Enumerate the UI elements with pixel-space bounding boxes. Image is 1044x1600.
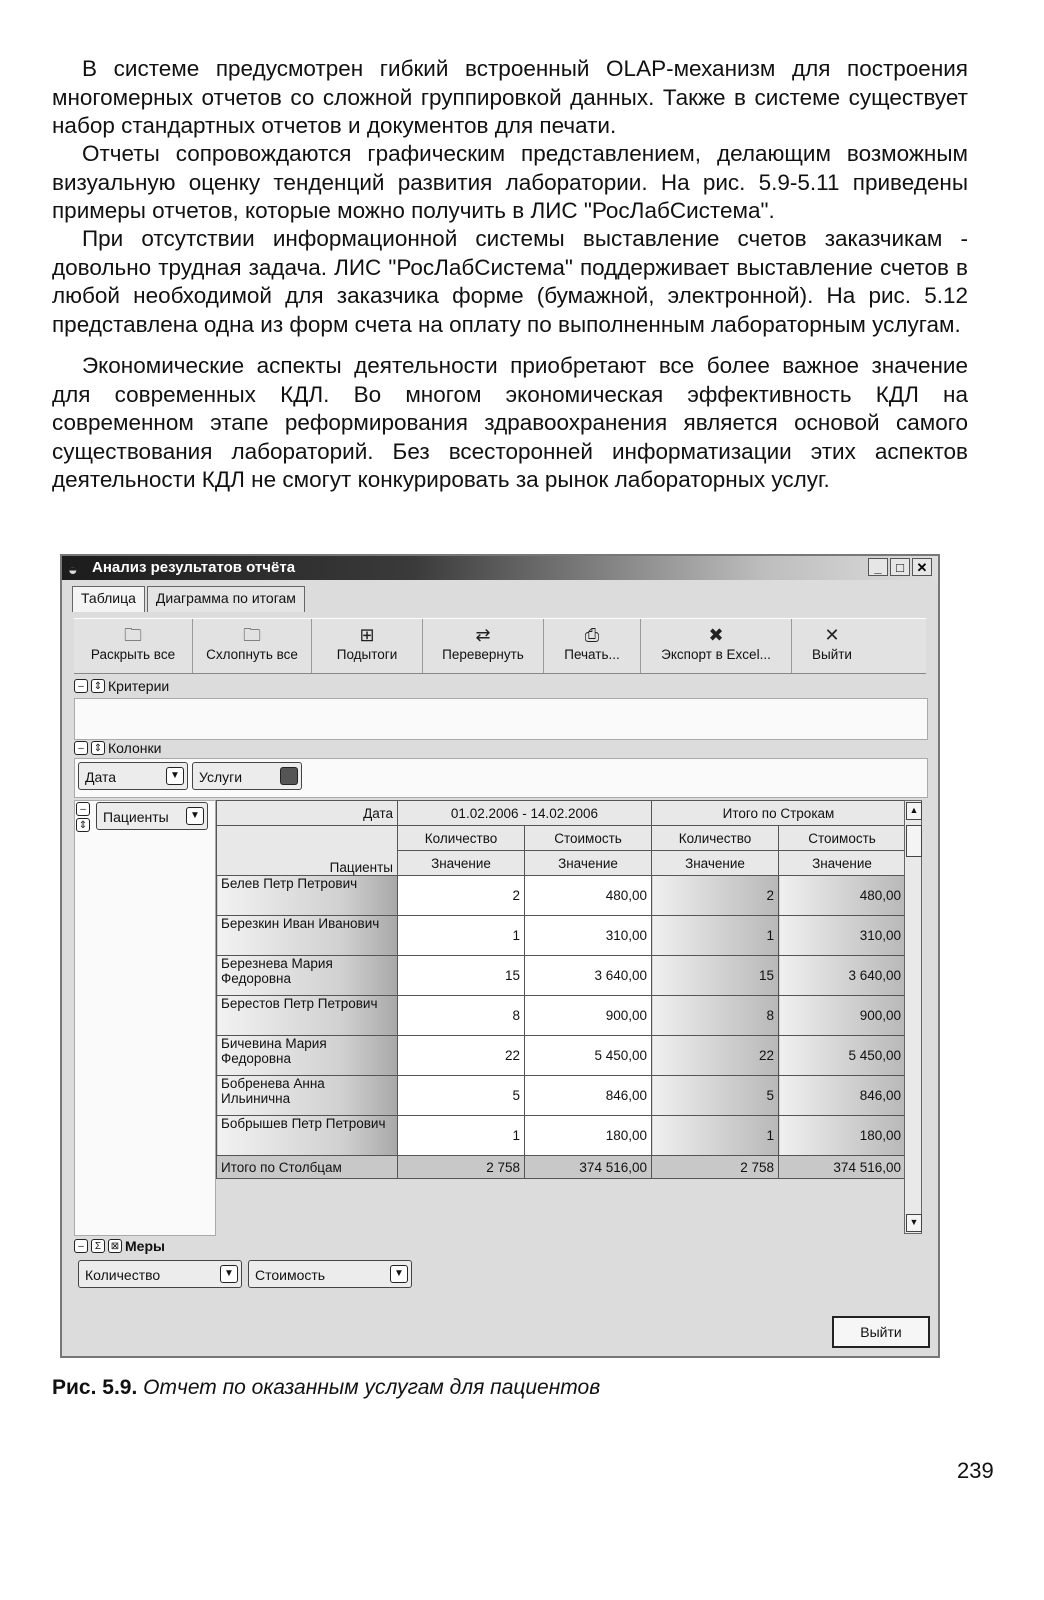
table-row[interactable] bbox=[217, 956, 906, 996]
caption-label: Рис. 5.9. bbox=[52, 1376, 138, 1399]
qty-header bbox=[398, 826, 525, 851]
figure-caption bbox=[52, 1376, 600, 1400]
period-label: 01.02.2006 - 14.02.2006 bbox=[450, 805, 599, 821]
sum-icon[interactable]: Σ bbox=[91, 1239, 105, 1253]
scroll-thumb[interactable] bbox=[906, 825, 922, 857]
collapse-icon[interactable]: – bbox=[76, 802, 90, 816]
maximize-button[interactable]: □ bbox=[890, 558, 910, 576]
cost-cell: 480,00 bbox=[525, 876, 652, 916]
sort-icon[interactable]: ⇕ bbox=[76, 818, 90, 832]
total-qty-cell: 1 bbox=[652, 1116, 779, 1156]
table-row[interactable] bbox=[217, 876, 906, 916]
row-field-patients-label: Пациенты bbox=[103, 809, 169, 825]
table-row[interactable] bbox=[217, 1036, 906, 1076]
app-icon: ◒ bbox=[68, 562, 78, 579]
filter-icon[interactable]: ⊠ bbox=[108, 1239, 122, 1253]
value-header bbox=[398, 851, 525, 876]
value-header bbox=[652, 851, 779, 876]
collapse-icon[interactable]: – bbox=[74, 679, 88, 693]
chevron-down-icon[interactable]: ▼ bbox=[390, 1265, 408, 1283]
qty-cell: 22 bbox=[398, 1036, 525, 1076]
exit-toolbar-label: Выйти bbox=[812, 647, 852, 662]
column-field-services[interactable] bbox=[192, 762, 302, 790]
rows-panel-controls bbox=[76, 802, 90, 832]
cost-cell: 846,00 bbox=[525, 1076, 652, 1116]
rows-panel bbox=[74, 800, 216, 1236]
qty-cell: 1 bbox=[398, 916, 525, 956]
total-cost-cell: 5 450,00 bbox=[779, 1036, 906, 1076]
value-header bbox=[779, 851, 906, 876]
vertical-scrollbar[interactable] bbox=[904, 800, 922, 1234]
minimize-button[interactable]: _ bbox=[868, 558, 888, 576]
exit-toolbar-button[interactable] bbox=[792, 619, 872, 673]
table-row[interactable] bbox=[217, 996, 906, 1036]
export-excel-label: Экспорт в Excel... bbox=[661, 647, 771, 662]
total-cost-cell: 310,00 bbox=[779, 916, 906, 956]
measure-field-cost[interactable] bbox=[248, 1260, 412, 1288]
criteria-panel bbox=[74, 698, 928, 740]
measure-field-quantity[interactable] bbox=[78, 1260, 242, 1288]
measures-label: Меры bbox=[125, 1238, 165, 1254]
date-header-label: Дата bbox=[363, 805, 393, 821]
report-window bbox=[60, 554, 940, 1358]
patients-header-label: Пациенты bbox=[329, 860, 393, 875]
total-cost-header bbox=[779, 826, 906, 851]
total-cost-cell: 900,00 bbox=[779, 996, 906, 1036]
window-title: Анализ результатов отчёта bbox=[92, 559, 296, 576]
collapse-all-button[interactable] bbox=[193, 619, 312, 673]
total-qty-cell: 22 bbox=[652, 1036, 779, 1076]
total-qty-header-label: Количество bbox=[678, 830, 752, 846]
total-cost-cell: 180,00 bbox=[779, 1116, 906, 1156]
export-excel-button[interactable] bbox=[641, 619, 792, 673]
total-cost-header-label: Стоимость bbox=[808, 830, 876, 846]
measure-field-cost-label: Стоимость bbox=[255, 1267, 326, 1283]
totals-label: Итого по Столбцам bbox=[217, 1156, 398, 1179]
qty-header-label: Количество bbox=[424, 830, 498, 846]
patient-name: Березнева Мария Федоровна bbox=[217, 956, 398, 996]
expand-all-label: Раскрыть все bbox=[90, 647, 176, 662]
cost-cell: 900,00 bbox=[525, 996, 652, 1036]
tab-strip bbox=[72, 586, 307, 612]
columns-label: Колонки bbox=[108, 740, 162, 756]
subtotals-button[interactable] bbox=[312, 619, 423, 673]
folder-open-icon: 🗀 bbox=[124, 625, 142, 645]
column-field-services-label: Услуги bbox=[199, 769, 243, 785]
grand-total-qty-cell: 2 758 bbox=[652, 1156, 779, 1179]
row-field-patients[interactable] bbox=[96, 802, 208, 830]
sort-icon[interactable]: ⇕ bbox=[91, 741, 105, 755]
collapse-all-label: Схлопнуть все bbox=[206, 647, 298, 662]
table-row[interactable] bbox=[217, 1116, 906, 1156]
print-label: Печать... bbox=[564, 647, 620, 662]
total-cost-cell: 480,00 bbox=[779, 876, 906, 916]
patient-name: Бобренева Анна Ильинична bbox=[217, 1076, 398, 1116]
excel-icon: ✖ bbox=[708, 625, 724, 645]
patient-name: Бичевина Мария Федоровна bbox=[217, 1036, 398, 1076]
patient-name: Бобрышев Петр Петрович bbox=[217, 1116, 398, 1156]
tab-chart[interactable]: Диаграмма по итогам bbox=[147, 586, 305, 612]
window-titlebar bbox=[62, 556, 938, 580]
cost-header-label: Стоимость bbox=[554, 830, 622, 846]
grand-total-cost-cell: 374 516,00 bbox=[779, 1156, 906, 1179]
chevron-down-icon[interactable]: ▼ bbox=[186, 807, 204, 825]
pivot-label: Перевернуть bbox=[442, 647, 524, 662]
close-icon: ✕ bbox=[824, 625, 840, 645]
patients-header bbox=[217, 826, 398, 876]
window-controls bbox=[868, 558, 932, 576]
total-cost-cell: 846,00 bbox=[779, 1076, 906, 1116]
toolbar bbox=[74, 618, 926, 674]
caption-text: Отчет по оказанным услугам для пациентов bbox=[143, 1376, 601, 1399]
cost-cell: 5 450,00 bbox=[525, 1036, 652, 1076]
collapse-icon[interactable]: – bbox=[74, 1239, 88, 1253]
total-rows-header bbox=[652, 801, 906, 826]
value-header-label: Значение bbox=[431, 855, 491, 871]
value-header bbox=[525, 851, 652, 876]
cost-cell: 3 640,00 bbox=[525, 956, 652, 996]
table-row[interactable] bbox=[217, 916, 906, 956]
columns-header bbox=[74, 740, 161, 756]
totals-row bbox=[217, 1156, 906, 1179]
page-number: 239 bbox=[957, 1458, 994, 1483]
patient-name: Березкин Иван Иванович bbox=[217, 916, 398, 956]
qty-cell: 2 bbox=[398, 876, 525, 916]
date-header bbox=[217, 801, 398, 826]
subtotals-grid-icon: ⊞ bbox=[359, 625, 375, 645]
table-row[interactable] bbox=[217, 1076, 906, 1116]
qty-cell: 1 bbox=[398, 1116, 525, 1156]
total-cost-cell: 374 516,00 bbox=[525, 1156, 652, 1179]
paragraph-invoices: При отсутствии информационной системы выставление счетов заказчикам - довольно трудная задача. ЛИС "РосЛабСистема" поддерживает выставление счетов в любой необходимой для заказчика форме (бумажной, электронной). На рис. 5.12 представлена одна из форм счета на оплату по выполненным лабораторным услугам. bbox=[52, 226, 968, 337]
chevron-down-icon[interactable]: ▼ bbox=[220, 1265, 238, 1283]
total-qty-cell: 5 bbox=[652, 1076, 779, 1116]
patient-name: Берестов Петр Петрович bbox=[217, 996, 398, 1036]
sort-icon[interactable]: ⇕ bbox=[91, 679, 105, 693]
pivot-table bbox=[216, 800, 906, 1179]
chevron-down-icon[interactable]: ▼ bbox=[166, 767, 184, 785]
exit-button[interactable]: Выйти bbox=[832, 1316, 930, 1348]
scroll-down-icon[interactable]: ▼ bbox=[906, 1214, 922, 1232]
criteria-label: Критерии bbox=[108, 678, 170, 694]
printer-icon: ⎙ bbox=[584, 625, 600, 645]
pivot-icon: ⇄ bbox=[475, 625, 491, 645]
filter-active-icon[interactable] bbox=[280, 767, 298, 785]
scroll-up-icon[interactable]: ▲ bbox=[906, 802, 922, 820]
total-rows-label: Итого по Строкам bbox=[722, 805, 835, 821]
qty-cell: 8 bbox=[398, 996, 525, 1036]
measures-header bbox=[74, 1238, 165, 1254]
pivot-button[interactable] bbox=[423, 619, 544, 673]
paragraph-olap: В системе предусмотрен гибкий встроенный OLAP-механизм для построения многомерных отчетов со сложной группировкой данных. Также в системе существует набор стандартных отчетов и документов для печати. bbox=[52, 56, 968, 138]
folder-closed-icon: 🗀 bbox=[243, 625, 261, 645]
patient-name: Белев Петр Петрович bbox=[217, 876, 398, 916]
print-button[interactable] bbox=[544, 619, 641, 673]
measure-field-quantity-label: Количество bbox=[85, 1267, 161, 1283]
total-cost-cell: 3 640,00 bbox=[779, 956, 906, 996]
paragraph-reports: Отчеты сопровождаются графическим представлением, делающим возможным визуальную оценку тенденций развития лаборатории. На рис. 5.9-5.11 приведены примеры отчетов, которые можно получить в ЛИС "РосЛабСистема". bbox=[52, 141, 968, 223]
collapse-icon[interactable]: – bbox=[74, 741, 88, 755]
value-header-label: Значение bbox=[558, 855, 618, 871]
total-qty-cell: 2 bbox=[652, 876, 779, 916]
total-qty-cell: 1 bbox=[652, 916, 779, 956]
period-header[interactable] bbox=[398, 801, 652, 826]
qty-cell: 5 bbox=[398, 1076, 525, 1116]
criteria-header bbox=[74, 678, 169, 694]
expand-all-button[interactable] bbox=[74, 619, 193, 673]
value-header-label: Значение bbox=[685, 855, 745, 871]
total-qty-cell: 15 bbox=[652, 956, 779, 996]
tab-table[interactable]: Таблица bbox=[72, 586, 145, 612]
column-field-date-label: Дата bbox=[85, 769, 117, 785]
total-qty-cell: 2 758 bbox=[398, 1156, 525, 1179]
cost-cell: 180,00 bbox=[525, 1116, 652, 1156]
value-header-label: Значение bbox=[812, 855, 872, 871]
close-window-button[interactable]: ✕ bbox=[912, 558, 932, 576]
cost-header bbox=[525, 826, 652, 851]
total-qty-cell: 8 bbox=[652, 996, 779, 1036]
column-field-date[interactable] bbox=[78, 762, 188, 790]
total-qty-header bbox=[652, 826, 779, 851]
cost-cell: 310,00 bbox=[525, 916, 652, 956]
qty-cell: 15 bbox=[398, 956, 525, 996]
subtotals-label: Подытоги bbox=[336, 647, 398, 662]
paragraph-economics: Экономические аспекты деятельности приобретают все более важное значение для современных КДЛ. Во многом экономическая эффективность КДЛ на современном этапе реформирования здравоохранения является основой самого существования лабораторий. Без всесторонней информатизации этих аспектов деятельности КДЛ не смогут конкурировать за рынок лабораторных услуг. bbox=[52, 353, 968, 492]
